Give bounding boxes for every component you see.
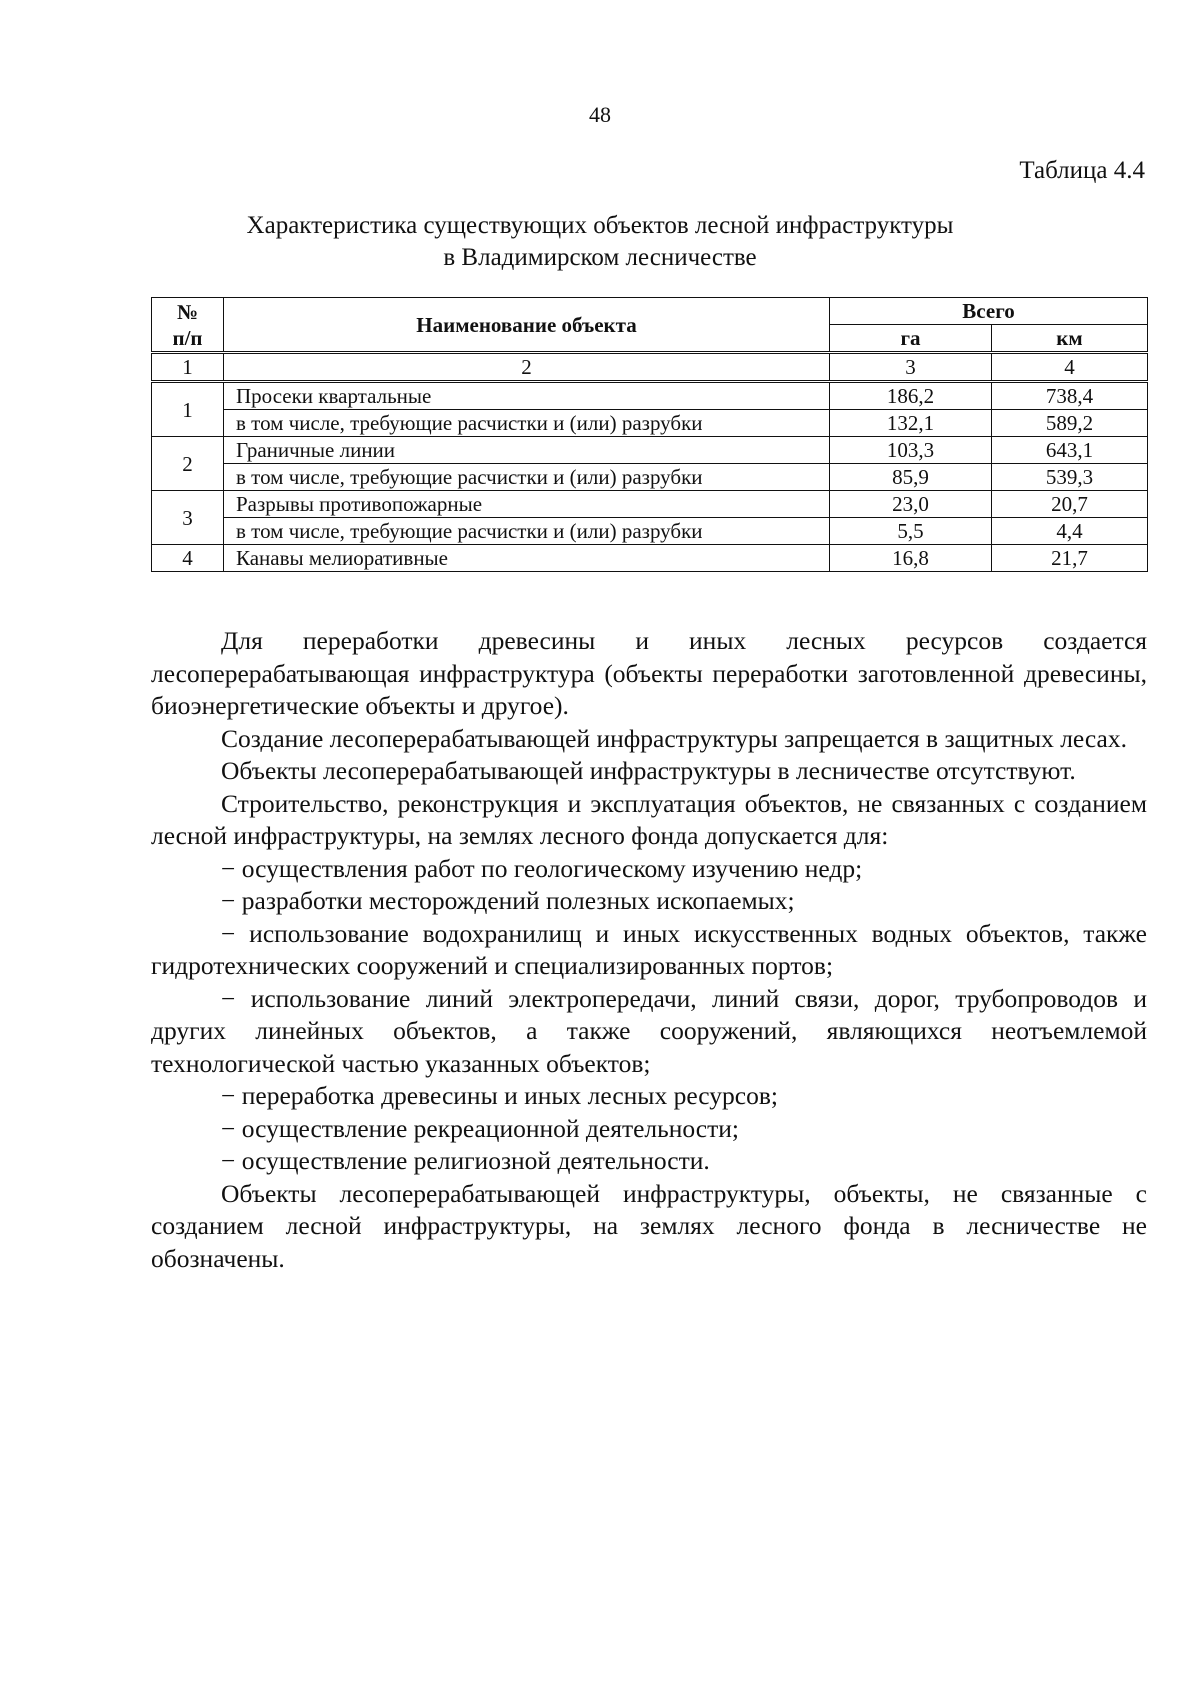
header-num-line-2: п/п (172, 325, 203, 350)
body-text (151, 625, 1147, 1275)
table-label: Таблица 4.4 (1019, 157, 1145, 184)
header-num-line-1: № (176, 299, 199, 324)
column-number: 3 (830, 353, 992, 382)
paragraph: Строительство, реконструкция и эксплуатация объектов, не связанных с созданием лесной инфраструктуры, на землях лесного фонда допускается для: (151, 788, 1147, 850)
header-ha: га (830, 325, 992, 353)
paragraph: Для переработки древесины и иных лесных ресурсов создается лесоперерабатывающая инфраструктура (объекты переработки заготовленной древесины, биоэнергетические объекты и другое). (151, 626, 1147, 720)
table-row (152, 545, 1148, 572)
row-km: 539,3 (992, 464, 1148, 491)
row-name: в том числе, требующие расчистки и (или) разрубки (224, 518, 830, 545)
row-km: 738,4 (992, 382, 1148, 410)
list-item: − разработки месторождений полезных ископаемых; (221, 886, 795, 915)
row-ha: 5,5 (830, 518, 992, 545)
table-row (152, 464, 1148, 491)
table-row (152, 437, 1148, 464)
row-name: Канавы мелиоративные (224, 545, 830, 572)
row-km: 20,7 (992, 491, 1148, 518)
header-total: Всего (830, 298, 1148, 325)
header-km: км (992, 325, 1148, 353)
list-item: − осуществление рекреационной деятельности; (221, 1113, 739, 1143)
row-number: 1 (152, 382, 224, 437)
list-item: − переработка древесины и иных лесных ресурсов; (221, 1081, 778, 1110)
row-km: 643,1 (992, 437, 1148, 464)
list-item: − осуществление религиозной деятельности. (221, 1146, 710, 1175)
table-row (152, 518, 1148, 545)
table-title-line-2: в Владимирском лесничестве (443, 244, 757, 271)
table-row (152, 491, 1148, 518)
row-km: 21,7 (992, 545, 1148, 572)
row-name: в том числе, требующие расчистки и (или) разрубки (224, 410, 830, 437)
column-number: 4 (992, 353, 1148, 382)
column-numbers-row (152, 353, 1148, 382)
row-ha: 16,8 (830, 545, 992, 572)
row-km: 4,4 (992, 518, 1148, 545)
row-ha: 103,3 (830, 437, 992, 464)
row-number: 4 (152, 545, 224, 572)
row-ha: 186,2 (830, 382, 992, 410)
row-name: Граничные линии (224, 437, 830, 464)
row-ha: 132,1 (830, 410, 992, 437)
table-row (152, 410, 1148, 437)
row-km: 589,2 (992, 410, 1148, 437)
paragraph: Объекты лесоперерабатывающей инфраструктуры, объекты, не связанные с созданием лесной инфраструктуры, на землях лесного фонда в лесничестве не обозначены. (151, 1178, 1147, 1273)
list-item: − осуществления работ по геологическому изучению недр; (221, 853, 863, 883)
header-num (152, 298, 224, 353)
row-name: Разрывы противопожарные (224, 491, 830, 518)
page-number: 48 (589, 102, 611, 127)
column-number: 1 (152, 353, 224, 382)
row-name: в том числе, требующие расчистки и (или) разрубки (224, 464, 830, 491)
table-title (0, 210, 1200, 274)
table-row (152, 382, 1148, 410)
row-name: Просеки квартальные (224, 382, 830, 410)
row-ha: 23,0 (830, 491, 992, 518)
list-item: − использование линий электропередачи, линий связи, дорог, трубопроводов и других линейных объектов, а также сооружений, являющихся неотъемлемой технологической частью указанных объектов; (151, 983, 1147, 1078)
paragraph: Создание лесоперерабатывающей инфраструктуры запрещается в защитных лесах. (221, 723, 1127, 753)
column-number: 2 (224, 353, 830, 382)
row-number: 2 (152, 437, 224, 491)
row-ha: 85,9 (830, 464, 992, 491)
paragraph: Объекты лесоперерабатывающей инфраструктуры в лесничестве отсутствуют. (221, 756, 1076, 785)
table-title-line-1: Характеристика существующих объектов лесной инфраструктуры (246, 212, 954, 239)
row-number: 3 (152, 491, 224, 545)
list-item: − использование водохранилищ и иных искусственных водных объектов, также гидротехнических сооружений и специализированных портов; (151, 918, 1147, 980)
infrastructure-table (151, 297, 1148, 572)
header-name: Наименование объекта (224, 298, 830, 353)
